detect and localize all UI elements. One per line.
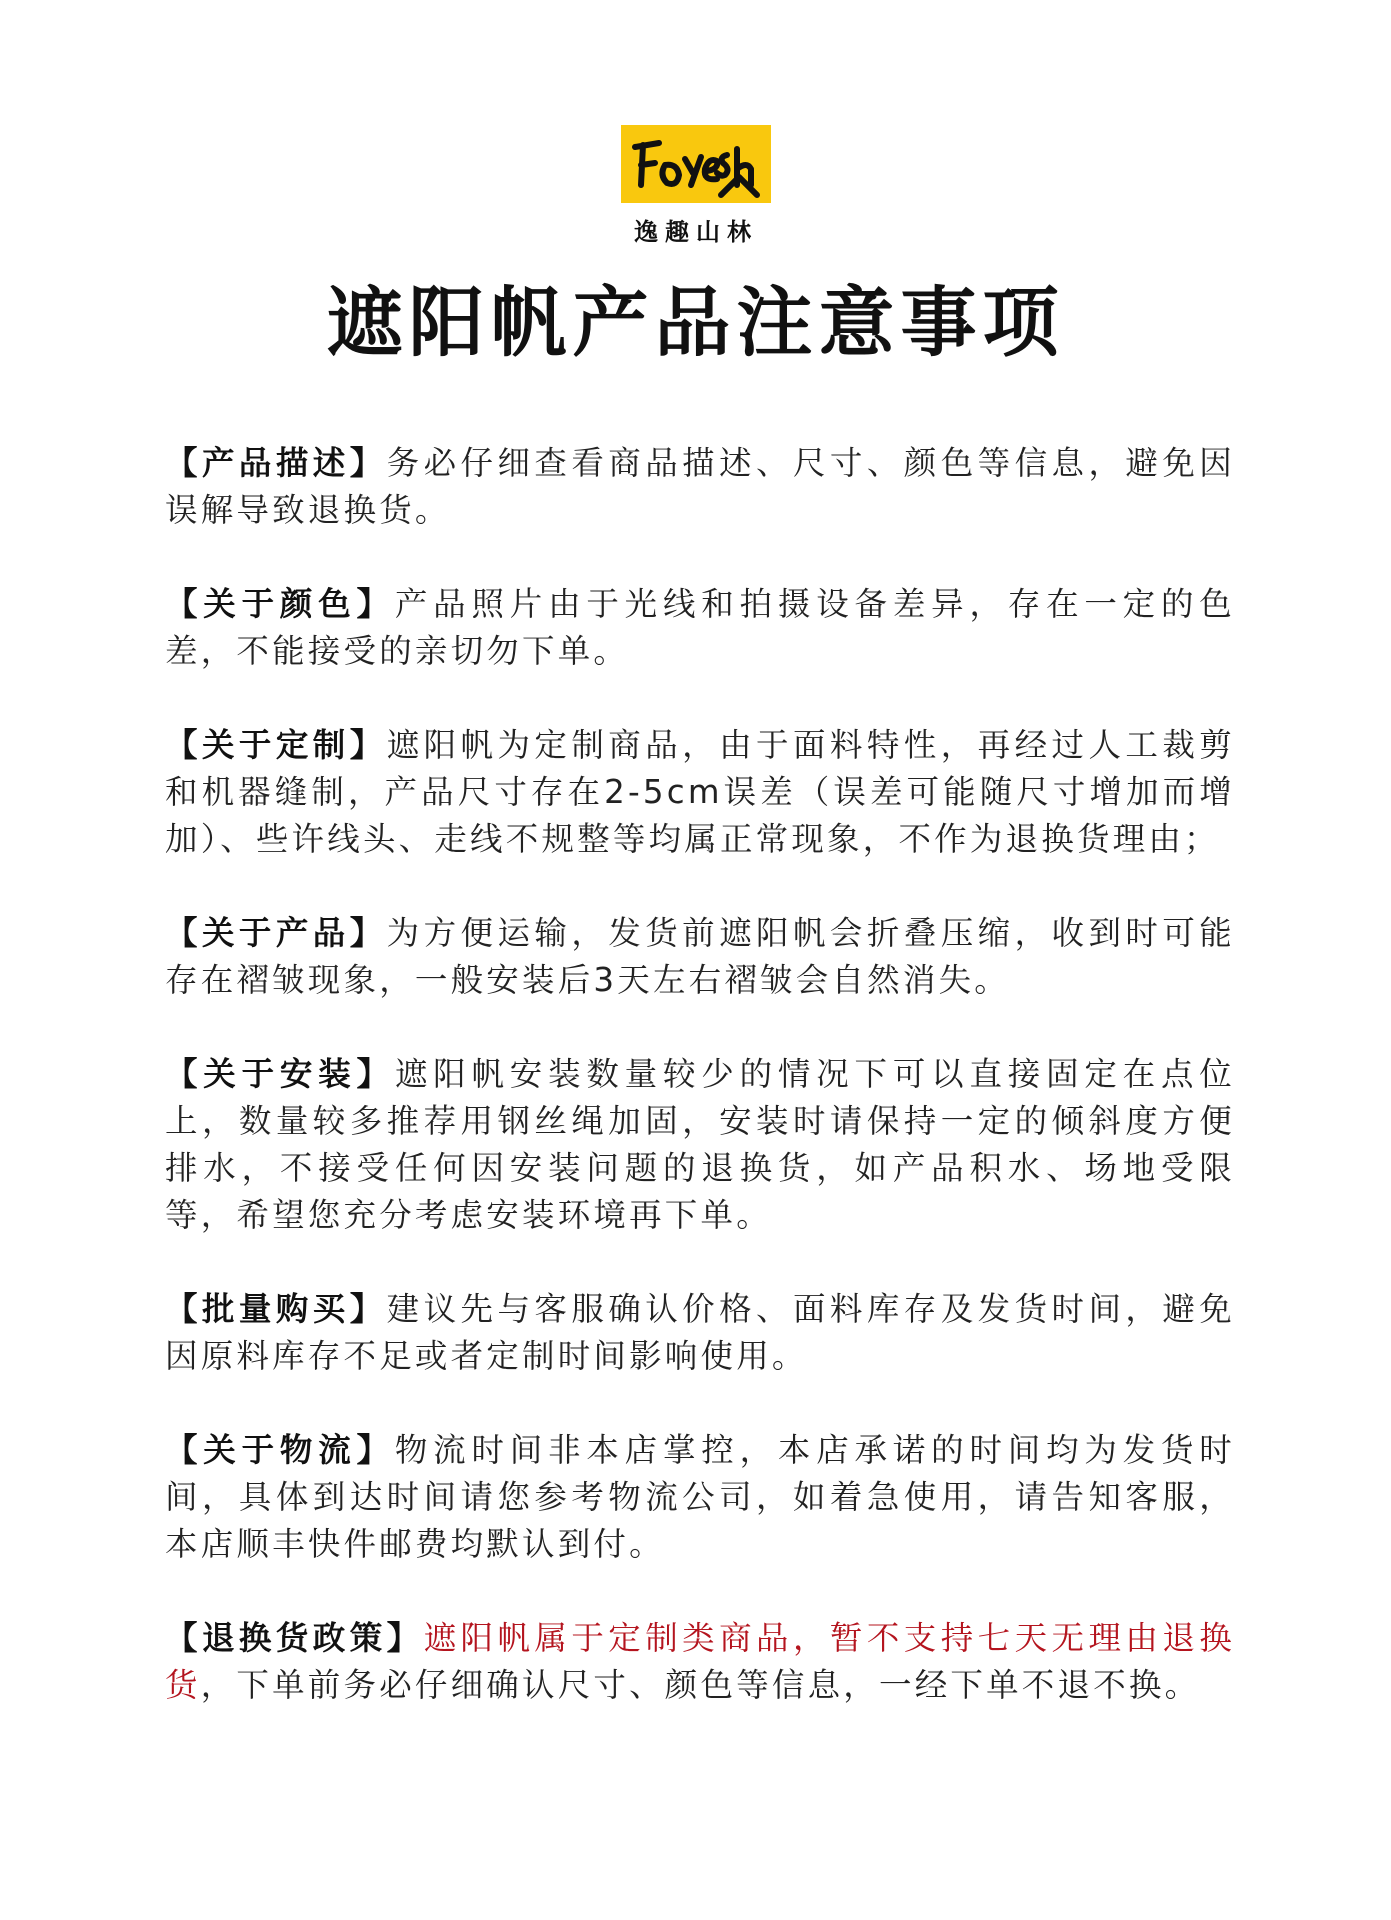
section-text: 物流时间非本店掌控，本店承诺的时间均为发货时间，具体到达时间请您参考物流公司，如着急使用，请告知客服，本店顺丰快件邮费均默认到付。 — [165, 1431, 1235, 1563]
section-highlight-text: 遮阳帆属于定制类商品，暂不支持七天无理由退换货 — [165, 1619, 1235, 1704]
section-label: 【关于安装】 — [165, 1055, 395, 1093]
section-installation — [165, 1051, 1235, 1239]
section-label: 【退换货政策】 — [165, 1619, 424, 1657]
section-product-description — [165, 440, 1235, 534]
section-text: 为方便运输，发货前遮阳帆会折叠压缩，收到时可能存在褶皱现象，一般安装后3天左右褶皱会自然消失。 — [165, 914, 1235, 999]
section-label: 【关于产品】 — [165, 914, 387, 952]
logo-lettering-icon — [621, 125, 771, 203]
section-text: 遮阳帆安装数量较少的情况下可以直接固定在点位上，数量较多推荐用钢丝绳加固，安装时请保持一定的倾斜度方便排水，不接受任何因安装问题的退换货，如产品积水、场地受限等，希望您充分考虑安装环境再下单。 — [165, 1055, 1235, 1234]
section-logistics — [165, 1427, 1235, 1568]
brand-logo — [621, 125, 771, 246]
section-label: 【批量购买】 — [165, 1290, 387, 1328]
section-return-policy — [165, 1615, 1235, 1709]
section-text: 务必仔细查看商品描述、尺寸、颜色等信息，避免因误解导致退换货。 — [165, 444, 1235, 529]
section-label: 【关于颜色】 — [165, 585, 395, 623]
logo-mark — [621, 125, 771, 203]
section-customization — [165, 722, 1235, 863]
section-text: ，下单前务必仔细确认尺寸、颜色等信息，一经下单不退不换。 — [200, 1666, 1201, 1704]
section-label: 【产品描述】 — [165, 444, 387, 482]
section-text: 遮阳帆为定制商品，由于面料特性，再经过人工裁剪和机器缝制，产品尺寸存在2-5cm误差（误差可能随尺寸增加而增加）、些许线头、走线不规整等均属正常现象，不作为退换货理由； — [165, 726, 1235, 858]
section-bulk-purchase — [165, 1286, 1235, 1380]
section-text: 产品照片由于光线和拍摄设备差异，存在一定的色差，不能接受的亲切勿下单。 — [165, 585, 1235, 670]
section-text: 建议先与客服确认价格、面料库存及发货时间，避免因原料库存不足或者定制时间影响使用。 — [165, 1290, 1235, 1375]
section-label: 【关于物流】 — [165, 1431, 395, 1469]
page-title: 遮阳帆产品注意事项 — [326, 278, 1065, 367]
brand-chinese-name: 逸趣山林 — [634, 218, 758, 246]
section-product — [165, 910, 1235, 1004]
section-label: 【关于定制】 — [165, 726, 387, 764]
section-color — [165, 581, 1235, 675]
notice-sections — [165, 440, 1235, 1756]
